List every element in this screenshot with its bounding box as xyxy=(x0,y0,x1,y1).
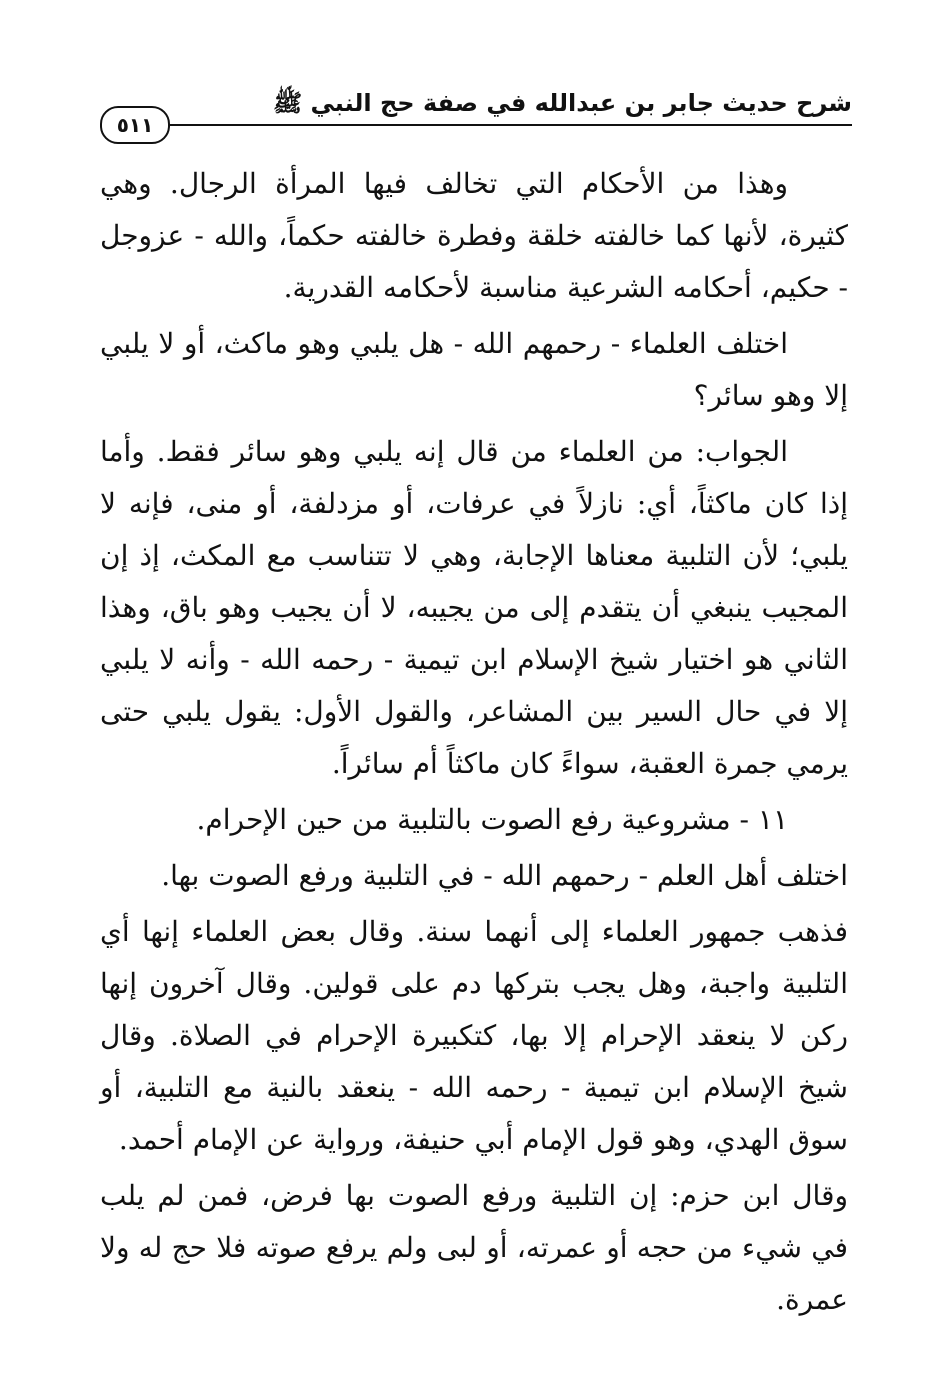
section-heading-11: ١١ - مشروعية رفع الصوت بالتلبية من حين الإحرام. xyxy=(196,803,788,836)
page-body xyxy=(100,158,848,1330)
running-header xyxy=(100,88,852,137)
paragraph-ibn-hazm: وقال ابن حزم: إن التلبية ورفع الصوت بها فرض، فمن لم يلب في شيء من حجه أو عمرته، أو لبى ولم يرفع صوته فلا حج له ولا عمرة. xyxy=(100,1179,848,1316)
page-number-badge: ٥١١ xyxy=(100,106,170,144)
paragraph-majority-view: فذهب جمهور العلماء إلى أنهما سنة. وقال بعض العلماء إنها أي التلبية واجبة، وهل يجب بتركها دم على قولين. وقال آخرون إنها ركن لا ينعقد الإحرام إلا بها، كتكبيرة الإحرام في الصلاة. وقال شيخ الإسلام ابن تيمية - رحمه الله - ينعقد بالنية مع التلبية، أو سوق الهدي، وهو قول الإمام أبي حنيفة، ورواية عن الإمام أحمد. xyxy=(100,915,849,1156)
header-rule xyxy=(162,124,852,126)
paragraph-rulings-difference: وهذا من الأحكام التي تخالف فيها المرأة الرجال. وهي كثيرة، لأنها كما خالفته خلقة وفطرة خالفته حكماً، والله - عزوجل - حكيم، أحكامه الشرعية مناسبة لأحكامه القدرية. xyxy=(100,167,848,304)
paragraph-question-talbiya: اختلف العلماء - رحمهم الله - هل يلبي وهو ماكث، أو لا يلبي إلا وهو سائر؟ xyxy=(100,327,848,412)
paragraph-answer: الجواب: من العلماء من قال إنه يلبي وهو سائر فقط. وأما إذا كان ماكثاً، أي: نازلاً في عرفات، أو مزدلفة، أو منى، فإنه لا يلبي؛ لأن التلبية معناها الإجابة، وهي لا تتناسب مع المكث، إذ إن المجيب ينبغي أن يتقدم إلى من يجيبه، لا أن يجيب وهو باق، وهذا الثاني هو اختيار شيخ الإسلام ابن تيمية - رحمه الله - وأنه لا يلبي إلا في حال السير بين المشاعر، والقول الأول: يقول يلبي حتى يرمي جمرة العقبة، سواءً كان ماكثاً أم سائراً. xyxy=(100,435,848,780)
running-header-title: شرح حديث جابر بن عبدالله في صفة حج النبي ﷺ xyxy=(273,89,852,117)
paragraph-scholars-differ: اختلف أهل العلم - رحمهم الله - في التلبية ورفع الصوت بها. xyxy=(161,859,848,892)
